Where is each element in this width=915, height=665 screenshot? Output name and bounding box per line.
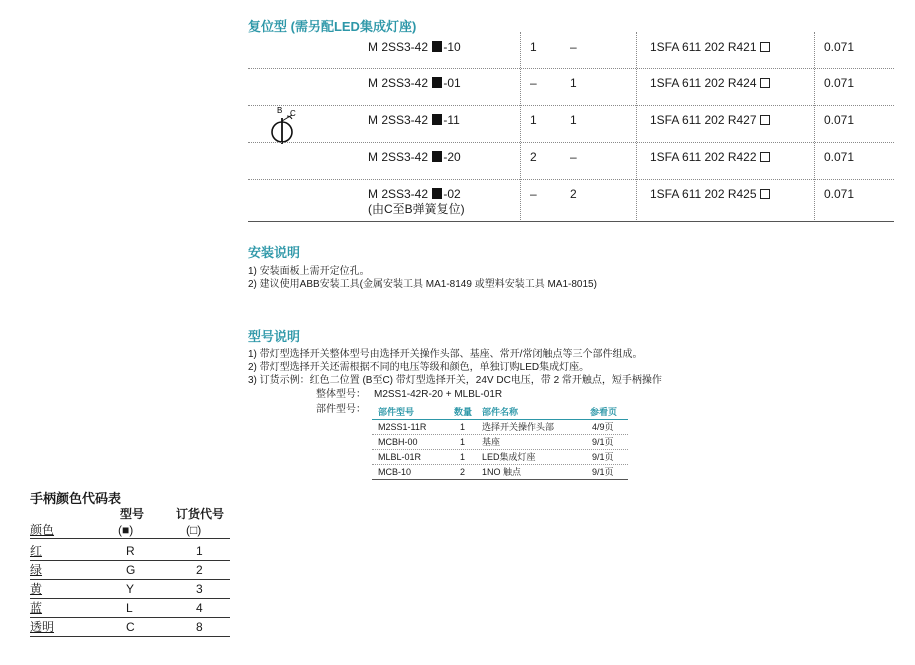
row-rule: [30, 579, 230, 580]
table-row: MCB-10 2 1NO 触点 9/1页: [372, 465, 628, 480]
nc-contacts: 1: [570, 113, 577, 127]
color-placeholder-icon: [432, 114, 442, 125]
color-table-rule: [30, 538, 230, 539]
table-row: 红 R 1: [30, 544, 203, 558]
table-row: 透明 C 8: [30, 620, 203, 634]
no-contacts: 2: [530, 150, 537, 164]
table-row: 绿 G 2: [30, 563, 203, 577]
table-row: MCBH-00 1 基座 9/1页: [372, 435, 628, 450]
table-row: 黄 Y 3: [30, 582, 203, 596]
weight: 0.071: [824, 76, 855, 90]
nc-contacts: –: [570, 150, 577, 164]
section-title-reset: 复位型 (需另配LED集成灯座): [248, 19, 417, 34]
table-row: [248, 68, 894, 106]
color-placeholder-icon: [432, 188, 442, 199]
table-row: M2SS1-11R 1 选择开关操作头部 4/9页: [372, 420, 628, 435]
no-contacts: 1: [530, 113, 537, 127]
no-contacts: –: [530, 76, 537, 90]
model-code: M 2SS3-42 -01: [368, 76, 461, 90]
order-placeholder-icon: [760, 42, 770, 52]
symbol-label-c: C: [290, 109, 296, 118]
row-rule: [30, 636, 230, 637]
whole-model-value: M2SS1-42R-20 + MLBL-01R: [374, 389, 503, 400]
row-rule: [30, 598, 230, 599]
order-placeholder-icon: [760, 78, 770, 88]
weight: 0.071: [824, 187, 855, 201]
row-rule: [30, 617, 230, 618]
row-rule: [30, 560, 230, 561]
parts-table: [372, 405, 628, 480]
nc-contacts: 2: [570, 187, 577, 201]
section-title-install: 安装说明: [248, 245, 301, 260]
weight: 0.071: [824, 40, 855, 54]
table-row: [248, 179, 894, 222]
order-placeholder-icon: [760, 152, 770, 162]
header-qty: 数量: [454, 407, 473, 417]
order-code: 1SFA 611 202 R422: [650, 150, 770, 165]
model-code: M 2SS3-42 -11: [368, 113, 460, 127]
model-info-line-2: 2) 带灯型选择开关还需根据不同的电压等级和颜色，单独订购LED集成灯座。: [248, 362, 590, 373]
order-code: 1SFA 611 202 R425: [650, 187, 770, 202]
weight: 0.071: [824, 113, 855, 127]
table-row: [248, 105, 894, 143]
table-row: [248, 142, 894, 180]
header-part-model: 部件型号: [378, 407, 415, 417]
model-code: M 2SS3-42 -10: [368, 40, 461, 54]
no-contacts: 1: [530, 40, 537, 54]
table-row: [248, 32, 894, 69]
order-code: 1SFA 611 202 R424: [650, 76, 770, 91]
symbol-label-b: B: [277, 106, 283, 115]
whole-model-label: 整体型号：: [316, 389, 366, 400]
nc-contacts: –: [570, 40, 577, 54]
model-code: M 2SS3-42 -02 (由C至B弹簧复位): [368, 187, 465, 216]
model-code: M 2SS3-42 -20: [368, 150, 461, 164]
table-row: 蓝 L 4: [30, 601, 203, 615]
model-info-line-1: 1) 带灯型选择开关整体型号由选择开关操作头部、基座、常开/常闭触点等三个部件组成。: [248, 349, 643, 360]
order-placeholder-icon: [760, 189, 770, 199]
color-code-title: 手柄颜色代码表: [30, 491, 122, 506]
color-table-header-2: 颜色 (■) (□): [30, 523, 202, 537]
header-part-name: 部件名称: [482, 407, 519, 417]
order-placeholder-icon: [760, 115, 770, 125]
model-note: (由C至B弹簧复位): [368, 202, 465, 216]
nc-contacts: 1: [570, 76, 577, 90]
install-line-1: 1) 安装面板上需开定位孔。: [248, 266, 370, 277]
weight: 0.071: [824, 150, 855, 164]
install-line-2: 2) 建议使用ABB安装工具(金属安装工具 MA1-8149 或塑料安装工具 MA1-8015): [248, 279, 597, 290]
table-row: MLBL-01R 1 LED集成灯座 9/1页: [372, 450, 628, 465]
parts-table-header: [372, 405, 628, 420]
order-code: 1SFA 611 202 R427: [650, 113, 770, 128]
no-contacts: –: [530, 187, 537, 201]
color-placeholder-icon: [432, 77, 442, 88]
color-placeholder-icon: [432, 41, 442, 52]
color-table-header-1: 型号 订货代号: [120, 507, 225, 521]
order-code: 1SFA 611 202 R421: [650, 40, 770, 55]
header-ref-page: 参看页: [590, 407, 618, 417]
model-info-line-3: 3) 订货示例：红色二位置 (B至C) 带灯型选择开关，24V DC电压，带 2 常开触点，短手柄操作: [248, 375, 662, 386]
section-title-model-info: 型号说明: [248, 329, 301, 344]
parts-model-label: 部件型号：: [316, 404, 366, 415]
color-placeholder-icon: [432, 151, 442, 162]
